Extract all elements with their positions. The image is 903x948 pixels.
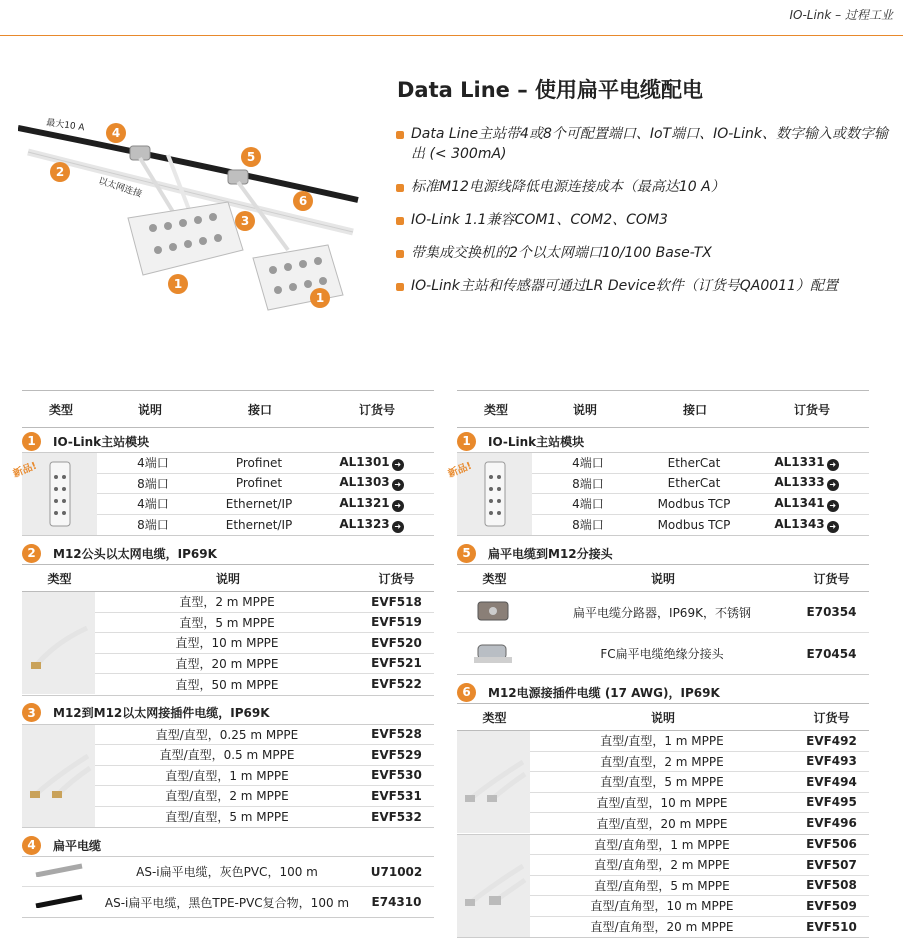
order-code: AL1321 ➜ (309, 496, 434, 512)
table-row: 8端口 Ethernet/IP AL1323 ➜ (97, 515, 434, 536)
order-code: AL1341 ➜ (744, 496, 869, 512)
section-4-title: 4 扁平电缆 (22, 834, 434, 856)
table-row: AS-i扁平电缆，灰色PVC，100 m U71002 (22, 857, 434, 887)
cart-icon[interactable]: ➜ (392, 479, 404, 491)
section-5-block (457, 592, 869, 675)
breadcrumb: IO-Link – 过程工业 (789, 8, 893, 22)
new-badge: 新品! (11, 460, 39, 481)
section-5-title: 5 扁平电缆到M12分接头 (457, 542, 869, 564)
cart-icon[interactable]: ➜ (392, 500, 404, 512)
order-code: AL1301 ➜ (309, 455, 434, 471)
section-5-header: 类型 说明 订货号 (457, 564, 869, 592)
new-badge: 新品! (446, 460, 474, 481)
table-row: AS-i扁平电缆，黑色TPE-PVC复合物，100 m E74310 (22, 887, 434, 917)
table-row: 直型/直型，5 m MPPE EVF494 (530, 772, 869, 793)
cart-icon[interactable]: ➜ (827, 521, 839, 533)
cart-icon[interactable]: ➜ (827, 500, 839, 512)
label-max-current: 最大10 A (45, 118, 86, 134)
table-row: 直型，2 m MPPE EVF518 (95, 592, 434, 613)
ethernet-patch-cable-image (22, 725, 95, 827)
feature-item: IO-Link 1.1兼容COM1、COM2、COM3 (396, 210, 891, 230)
section-2-block (22, 592, 434, 696)
table-row: 直型/直角型，10 m MPPE EVF509 (530, 896, 869, 917)
section-6-title: 6 M12电源接插件电缆 (17 AWG)，IP69K (457, 681, 869, 703)
flat-cable-tap-1 (130, 146, 150, 160)
left-product-column (11, 390, 434, 918)
table-row: 直型，5 m MPPE EVF519 (95, 613, 434, 634)
table-row: 直型/直角型，2 m MPPE EVF507 (530, 855, 869, 876)
col-order: 订货号 (358, 402, 395, 417)
section-6-block-a (457, 731, 869, 835)
table-row: 直型，10 m MPPE EVF520 (95, 633, 434, 654)
table-row: 8端口 EtherCat AL1333 ➜ (532, 474, 869, 495)
table-row: 直型/直型，1 m MPPE EVF492 (530, 731, 869, 752)
cart-icon[interactable]: ➜ (827, 459, 839, 471)
section-4-block (22, 856, 434, 918)
cart-icon[interactable]: ➜ (827, 479, 839, 491)
table-row: 直型/直角型，1 m MPPE EVF506 (530, 835, 869, 856)
section-6-header: 类型 说明 订货号 (457, 703, 869, 731)
table-row: 直型/直角型，5 m MPPE EVF508 (530, 876, 869, 897)
order-code: AL1303 ➜ (309, 475, 434, 491)
section-1-block (446, 452, 869, 536)
col-type: 类型 (48, 402, 73, 417)
table-row: 4端口 Modbus TCP AL1341 ➜ (532, 494, 869, 515)
order-code: AL1331 ➜ (744, 455, 869, 471)
table-row: 直型/直型，5 m MPPE EVF532 (165, 809, 422, 825)
table-row: FC扁平电缆绝缘分接头 E70454 (457, 633, 869, 674)
marker-1b: 1 (315, 291, 325, 305)
table-row: 8端口 Profinet AL1303 ➜ (97, 474, 434, 495)
marker-1a: 1 (173, 277, 183, 291)
marker-4: 4 (111, 126, 121, 140)
grey-flat-cable-image (22, 863, 95, 880)
marker-2: 2 (55, 165, 65, 179)
order-code: AL1333 ➜ (744, 475, 869, 491)
table-row: 直型/直型，0.25 m MPPE EVF528 (95, 725, 434, 746)
table-row: 直型/直型，20 m MPPE EVF496 (596, 816, 857, 831)
feature-item: IO-Link主站和传感器可通过LR Device软件（订货号QA0011）配置 (396, 276, 891, 296)
system-illustration (18, 100, 363, 330)
ethernet-cable-image (22, 592, 95, 694)
power-cable-straight-image (457, 731, 530, 833)
table-row: 直型/直型，1 m MPPE EVF530 (95, 766, 434, 787)
section-2-header: 类型 说明 订货号 (22, 564, 434, 592)
section-1-block (11, 452, 434, 536)
power-cable-angled-image (457, 835, 530, 937)
table-row: 直型/直型，0.5 m MPPE EVF529 (95, 745, 434, 766)
table-row: 4端口 EtherCat AL1331 ➜ (532, 453, 869, 474)
section-2-title: 2 M12公头以太网电缆，IP69K (22, 542, 434, 564)
table-row: 直型/直型，10 m MPPE EVF495 (530, 793, 869, 814)
tap-image (457, 637, 530, 670)
section-3-title: 3 M12到M12以太网接插件电缆，IP69K (22, 702, 434, 724)
table-header: 类型 说明 接口 订货号 (457, 390, 869, 428)
table-row: 直型，20 m MPPE EVF521 (95, 654, 434, 675)
table-row: 4端口 Ethernet/IP AL1321 ➜ (97, 494, 434, 515)
table-row: 直型/直角型，20 m MPPE EVF510 (590, 919, 857, 935)
marker-3: 3 (240, 214, 250, 228)
header-bar (0, 0, 903, 36)
feature-item: Data Line主站带4或8个可配置端口、IoT端口、IO-Link、数字输入或数字输出 (< 300mA) (396, 124, 891, 164)
feature-list (396, 124, 891, 309)
table-row: 直型/直型，2 m MPPE EVF531 (95, 786, 434, 807)
master-module-image (446, 453, 532, 535)
section-6-block-b (457, 835, 869, 939)
col-iface: 接口 (247, 402, 272, 417)
feature-item: 标准M12电源线降低电源连接成本（最高达10 A） (396, 177, 891, 197)
black-flat-cable-image (22, 894, 95, 911)
cart-icon[interactable]: ➜ (392, 521, 404, 533)
table-row: 扁平电缆分路器，IP69K，不锈钢 E70354 (457, 592, 869, 633)
table-header (22, 390, 434, 428)
table-row: 4端口 Profinet AL1301 ➜ (97, 453, 434, 474)
section-1-title: 1 IO-Link主站模块 (457, 430, 869, 452)
section-3-block (22, 724, 434, 829)
section-1-title: 1 IO-Link主站模块 (22, 430, 434, 452)
flat-cable-tap-2 (228, 170, 248, 184)
page-title: Data Line – 使用扁平电缆配电 (397, 78, 704, 102)
splitter-image (457, 596, 530, 629)
cart-icon[interactable]: ➜ (392, 459, 404, 471)
master-module-image (11, 453, 97, 535)
table-row: 直型，50 m MPPE EVF522 (175, 677, 422, 692)
feature-item: 带集成交换机的2个以太网端口10/100 Base-TX (396, 243, 891, 263)
order-code: AL1323 ➜ (309, 517, 434, 533)
label-ethernet: 以太网连接 (97, 176, 143, 200)
table-row: 直型/直型，2 m MPPE EVF493 (530, 752, 869, 773)
col-desc: 说明 (137, 402, 162, 417)
marker-5: 5 (246, 150, 256, 164)
order-code: AL1343 ➜ (744, 517, 869, 533)
marker-6: 6 (298, 194, 308, 208)
master-module-left (128, 202, 243, 275)
right-product-column (446, 390, 869, 938)
table-row: 8端口 Modbus TCP AL1343 ➜ (532, 515, 869, 536)
